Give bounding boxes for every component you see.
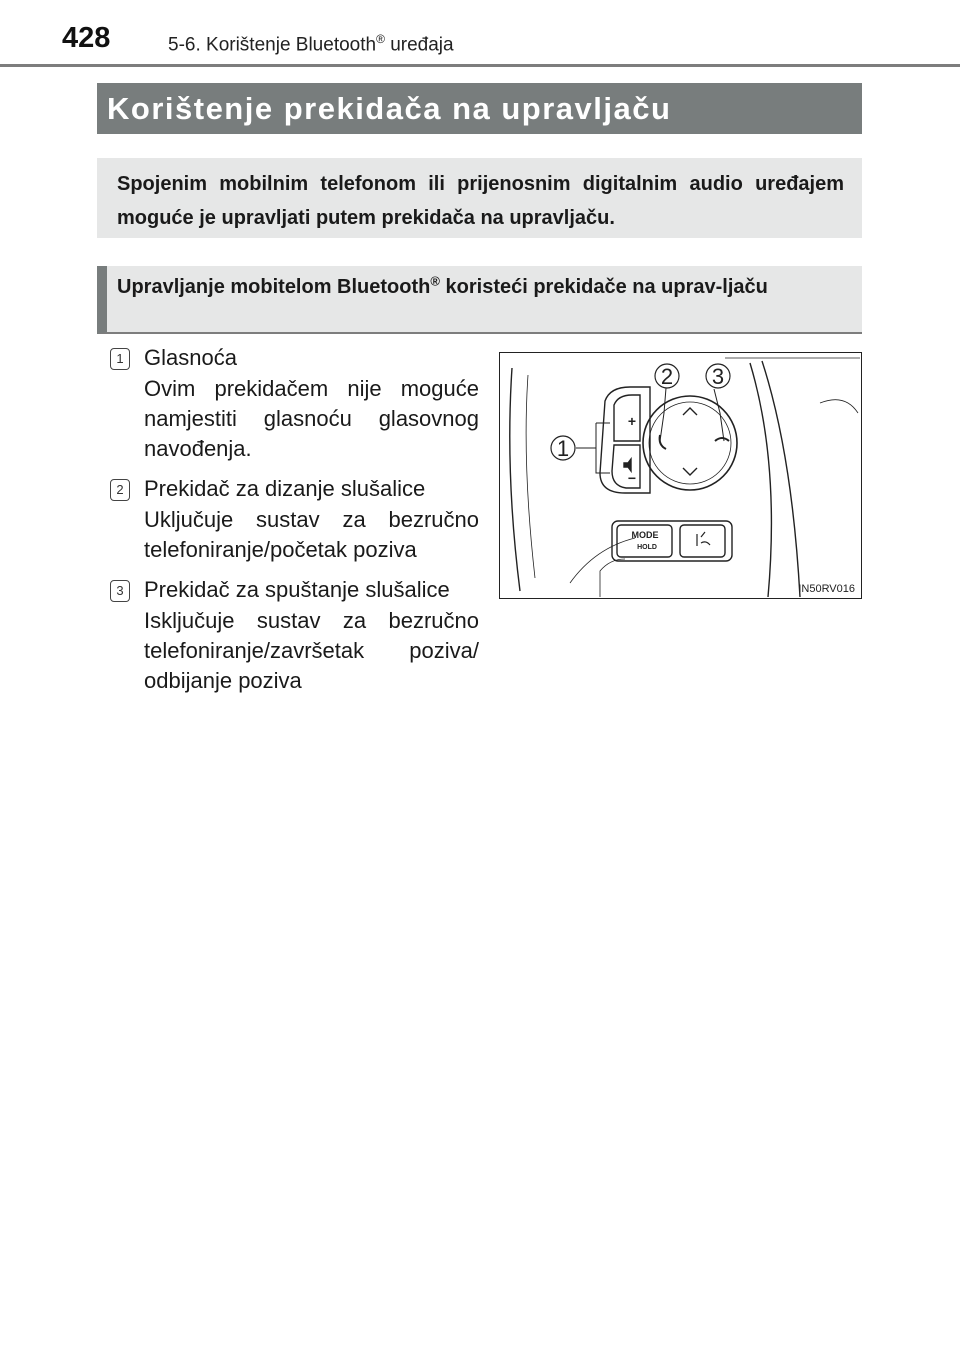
heading-prefix: Upravljanje mobitelom Bluetooth bbox=[117, 276, 431, 298]
hold-label: HOLD bbox=[637, 544, 657, 551]
callout-2-label: 2 bbox=[660, 364, 674, 389]
heading-suffix: koristeći prekidače na uprav-ljaču bbox=[439, 276, 768, 298]
item-number-badge: 3 bbox=[110, 580, 130, 602]
registered-mark: ® bbox=[430, 273, 440, 289]
up-arrow-icon bbox=[683, 408, 697, 415]
item-title: Glasnoća bbox=[144, 345, 237, 370]
item-description: Isključuje sustav za bezručno telefoniranje/završetak poziva/ odbijanje poziva bbox=[144, 608, 479, 693]
voice-button bbox=[680, 525, 725, 557]
rim-left-outer bbox=[510, 368, 520, 591]
callout-3-label: 3 bbox=[711, 364, 725, 389]
rim-right-curve bbox=[762, 361, 800, 597]
item-number-badge: 2 bbox=[110, 479, 130, 501]
phone-hangup-icon bbox=[715, 438, 729, 441]
figure-code: IN50RV016 bbox=[798, 583, 855, 595]
hub-lower bbox=[600, 559, 625, 597]
item-title: Prekidač za dizanje slušalice bbox=[144, 476, 426, 501]
page-number: 428 bbox=[62, 22, 111, 54]
header-rule bbox=[0, 64, 960, 67]
spoke-detail bbox=[820, 400, 858, 413]
chapter-prefix: 5-6. Korištenje Bluetooth bbox=[168, 34, 377, 56]
steering-switch-illustration bbox=[499, 352, 862, 599]
intro-text: Spojenim mobilnim telefonom ili prijenosnim digitalnim audio uređajem moguće je upravljati putem prekidača na upravljaču. bbox=[117, 173, 844, 229]
item-description: Uključuje sustav za bezručno telefoniranje/početak poziva bbox=[144, 507, 479, 562]
intro-box bbox=[97, 158, 862, 238]
minus-label: − bbox=[627, 470, 637, 486]
item-number-badge: 1 bbox=[110, 348, 130, 370]
steering-wheel-drawing bbox=[500, 353, 860, 597]
callout-1-bracket bbox=[576, 423, 610, 473]
item-description: Ovim prekidačem nije moguće namjestiti glasnoću glasovnog navođenja. bbox=[144, 376, 479, 461]
list-item bbox=[104, 574, 479, 696]
plus-label: + bbox=[627, 413, 637, 429]
voice-command-icon bbox=[697, 532, 710, 546]
section-title: Korištenje prekidača na upravljaču bbox=[97, 83, 862, 134]
callout-3-leader bbox=[714, 389, 724, 441]
callout-1-label: 1 bbox=[556, 436, 570, 461]
rim-left-inner bbox=[526, 375, 535, 578]
list-item bbox=[104, 473, 479, 565]
down-arrow-icon bbox=[683, 468, 697, 475]
item-list bbox=[104, 342, 479, 705]
mode-label: MODE bbox=[631, 530, 659, 540]
chapter-suffix: uređaja bbox=[384, 34, 454, 56]
list-item bbox=[104, 342, 479, 464]
item-title: Prekidač za spuštanje slušalice bbox=[144, 577, 450, 602]
rim-right-outer bbox=[750, 363, 771, 597]
running-head bbox=[168, 32, 454, 56]
subsection-heading bbox=[97, 266, 862, 334]
registered-mark: ® bbox=[376, 32, 385, 46]
